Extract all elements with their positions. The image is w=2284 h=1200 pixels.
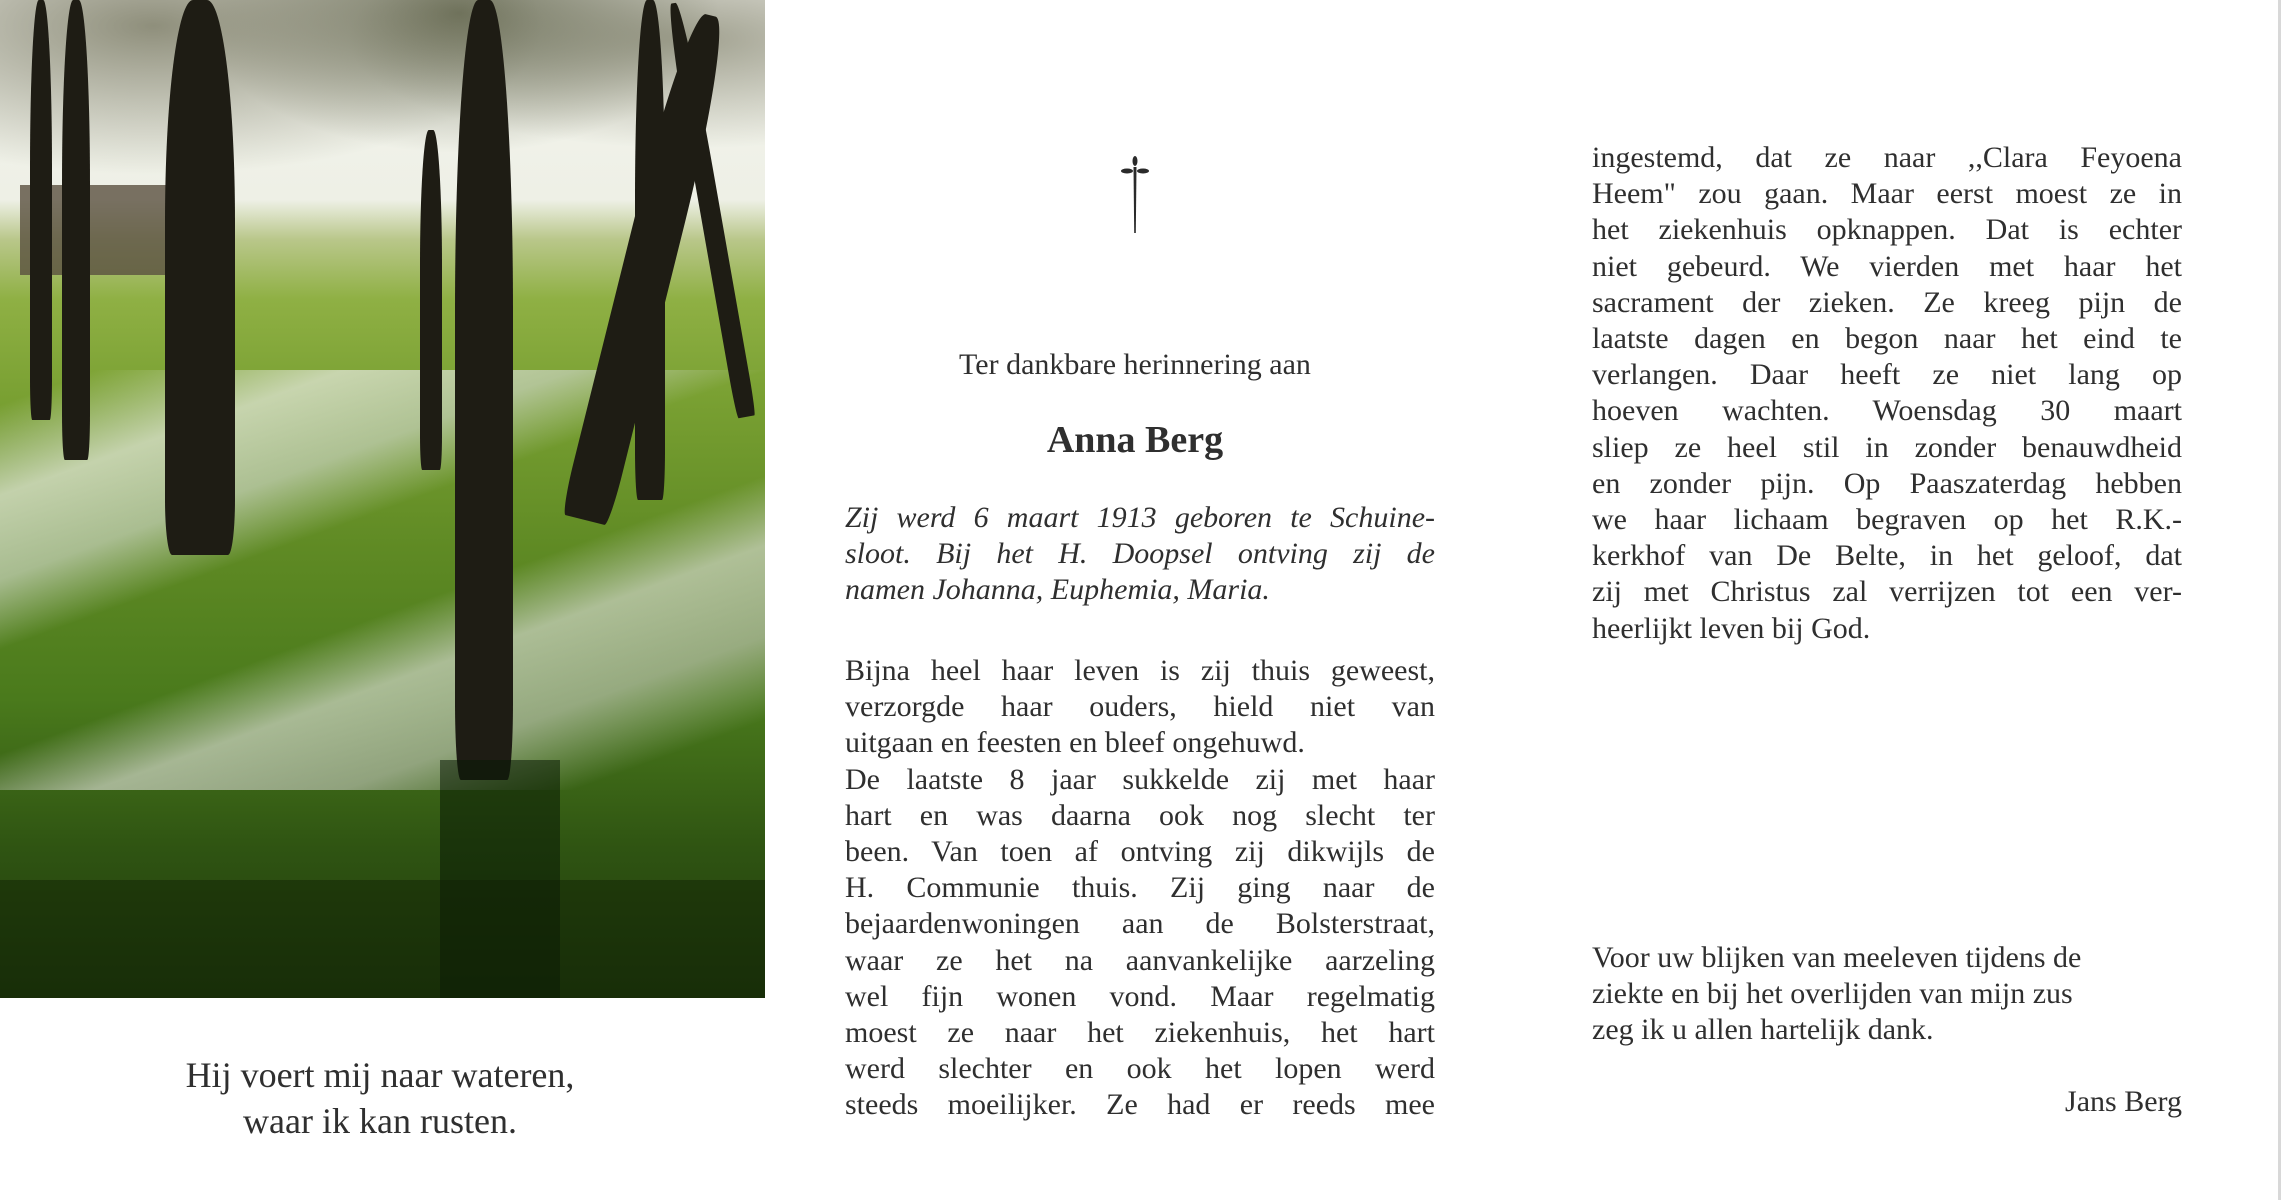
text-line: namen Johanna, Euphemia, Maria. [845, 573, 1270, 607]
text-line: steeds moeilijker. Ze had er reeds mee [845, 1088, 1435, 1122]
tree-trunk [165, 0, 235, 555]
text-line: wel fijn wonen vond. Maar regelmatig [845, 979, 1435, 1013]
text-line: uitgaan en feesten en bleef ongehuwd. [845, 726, 1305, 760]
caption-line: Hij voert mij naar wateren, [185, 1055, 575, 1095]
text-line: verzorgde haar ouders, hield niet van [845, 690, 1435, 724]
text-line: bejaardenwoningen aan de Bolsterstraat, [845, 907, 1435, 941]
intro-text: Ter dankbare herinnering aan [959, 348, 1311, 381]
text-line: en zonder pijn. Op Paaszaterdag hebben [1592, 466, 2182, 500]
deceased-name: Anna Berg [1046, 419, 1224, 461]
text-line: verlangen. Daar heeft ze niet lang op [1592, 358, 2182, 392]
text-line: sacrament der zieken. Ze kreeg pijn de [1592, 285, 2182, 319]
text-line: ziekte en bij het overlijden van mijn zus [1592, 977, 2073, 1011]
text-line: ingestemd, dat ze naar ,,Clara Feyoena [1592, 141, 2182, 174]
text-line: moest ze naar het ziekenhuis, het hart [845, 1016, 1435, 1050]
cross-icon [1120, 155, 1150, 235]
text-line: zeg ik u allen hartelijk dank. [1592, 1013, 1934, 1047]
photo-caption [0, 1052, 760, 1144]
text-line: H. Communie thuis. Zij ging naar de [845, 871, 1435, 905]
text-line: waar ze het na aanvankelijke aarzeling [845, 943, 1435, 977]
tree-trunk [62, 0, 90, 460]
text-line: Heem" zou gaan. Maar eerst moest ze in [1592, 177, 2182, 211]
text-line: Bijna heel haar leven is zij thuis geweest, [845, 654, 1435, 687]
continued-paragraph [1592, 140, 2182, 647]
tree-trunk [30, 0, 52, 420]
signature: Jans Berg [2065, 1085, 2182, 1118]
tree-trunk [420, 130, 442, 470]
text-line: been. Van toen af ontving zij dikwijls de [845, 835, 1435, 869]
text-line: zij met Christus zal verrijzen tot een ver- [1592, 575, 2182, 609]
biography-paragraph [845, 653, 1435, 1124]
text-line: het ziekenhuis opknappen. Dat is echter [1592, 213, 2182, 247]
text-line: Voor uw blijken van meeleven tijdens de [1592, 941, 2082, 974]
text-line: laatste dagen en begon naar het eind te [1592, 322, 2182, 356]
thanks-paragraph [1592, 940, 2182, 1049]
text-line: we haar lichaam begraven op het R.K.- [1592, 503, 2182, 537]
text-line: sloot. Bij het H. Doopsel ontving zij de [845, 537, 1435, 571]
grass-shadow [0, 880, 765, 998]
text-line: hart en was daarna ook nog slecht ter [845, 798, 1435, 832]
landscape-photo [0, 0, 765, 998]
tree-trunk [635, 0, 665, 500]
text-line: heerlijkt leven bij God. [1592, 611, 1871, 645]
tree-trunk [455, 0, 513, 780]
text-line: kerkhof van De Belte, in het geloof, dat [1592, 539, 2182, 573]
text-line: werd slechter en ook het lopen werd [845, 1052, 1435, 1086]
text-line: niet gebeurd. We vierden met haar het [1592, 249, 2182, 283]
page-edge [2278, 0, 2281, 1200]
text-line: hoeven wachten. Woensdag 30 maart [1592, 394, 2182, 428]
text-line: De laatste 8 jaar sukkelde zij met haar [845, 762, 1435, 796]
caption-line: waar ik kan rusten. [243, 1101, 517, 1141]
text-line: Zij werd 6 maart 1913 geboren te Schuine- [845, 501, 1435, 534]
text-line: sliep ze heel stil in zonder benauwdheid [1592, 430, 2182, 464]
birth-paragraph [845, 500, 1435, 609]
